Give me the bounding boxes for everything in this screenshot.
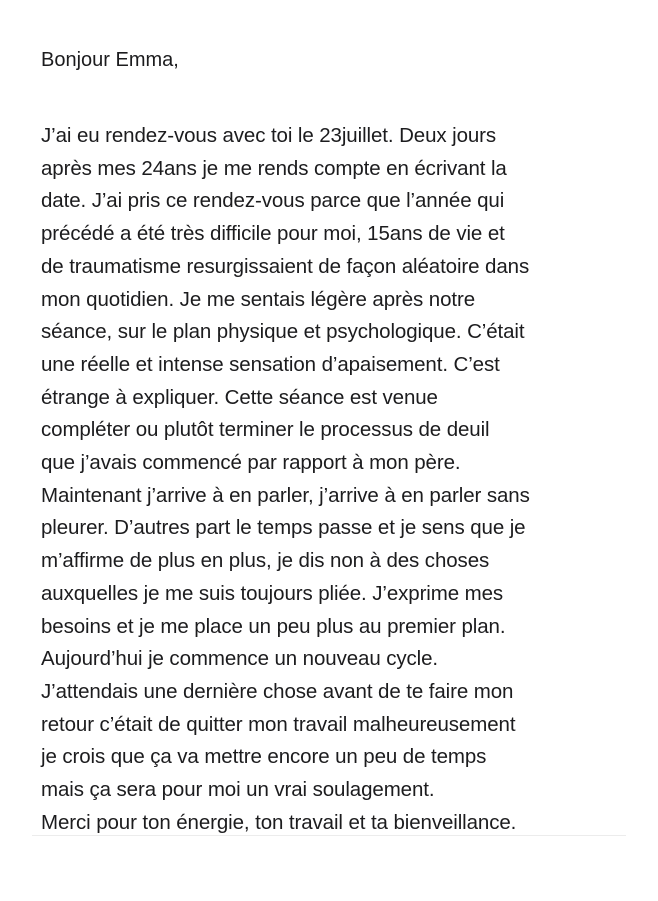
bottom-divider (32, 835, 626, 836)
message-line: étrange à expliquer. Cette séance est venue (41, 385, 438, 409)
message-line: après mes 24ans je me rends compte en écrivant la (41, 156, 507, 180)
message-line: précédé a été très difficile pour moi, 15ans de vie et (41, 222, 505, 246)
message-line: Aujourd’hui je commence un nouveau cycle. (41, 647, 439, 671)
message-greeting: Bonjour Emma, (41, 49, 179, 71)
message-line: m’affirme de plus en plus, je dis non à des choses (41, 549, 490, 573)
message-line: auxquelles je me suis toujours pliée. J’exprime mes (41, 581, 504, 605)
paragraph-spacer (41, 76, 641, 120)
message-line: de traumatisme resurgissaient de façon aléatoire dans (41, 254, 530, 278)
message-line: J’attendais une dernière chose avant de te faire mon (41, 679, 514, 703)
message-line: besoins et je me place un peu plus au premier plan. (41, 614, 506, 638)
message-line: une réelle et intense sensation d’apaisement. C’est (41, 352, 500, 376)
message-line: mais ça sera pour moi un vrai soulagement. (41, 778, 435, 802)
message-line: Maintenant j’arrive à en parler, j’arrive à en parler sans (41, 483, 530, 507)
message-line: Merci pour ton énergie, ton travail et ta bienveillance. (41, 810, 517, 834)
message-line: J’ai eu rendez-vous avec toi le 23juillet. Deux jours (41, 124, 497, 147)
message-line: retour c’était de quitter mon travail malheureusement (41, 712, 516, 736)
message-line: date. J’ai pris ce rendez-vous parce que l’année qui (41, 189, 505, 213)
message-line: mon quotidien. Je me sentais légère après notre (41, 287, 476, 311)
message-line: pleurer. D’autres part le temps passe et je sens que je (41, 516, 526, 540)
message-line: compléter ou plutôt terminer le processus de deuil (41, 418, 490, 442)
message-body (41, 44, 641, 839)
message-line: séance, sur le plan physique et psychologique. C’était (41, 320, 525, 344)
message-line: que j’avais commencé par rapport à mon père. (41, 451, 461, 475)
message-line: je crois que ça va mettre encore un peu de temps (41, 745, 487, 769)
